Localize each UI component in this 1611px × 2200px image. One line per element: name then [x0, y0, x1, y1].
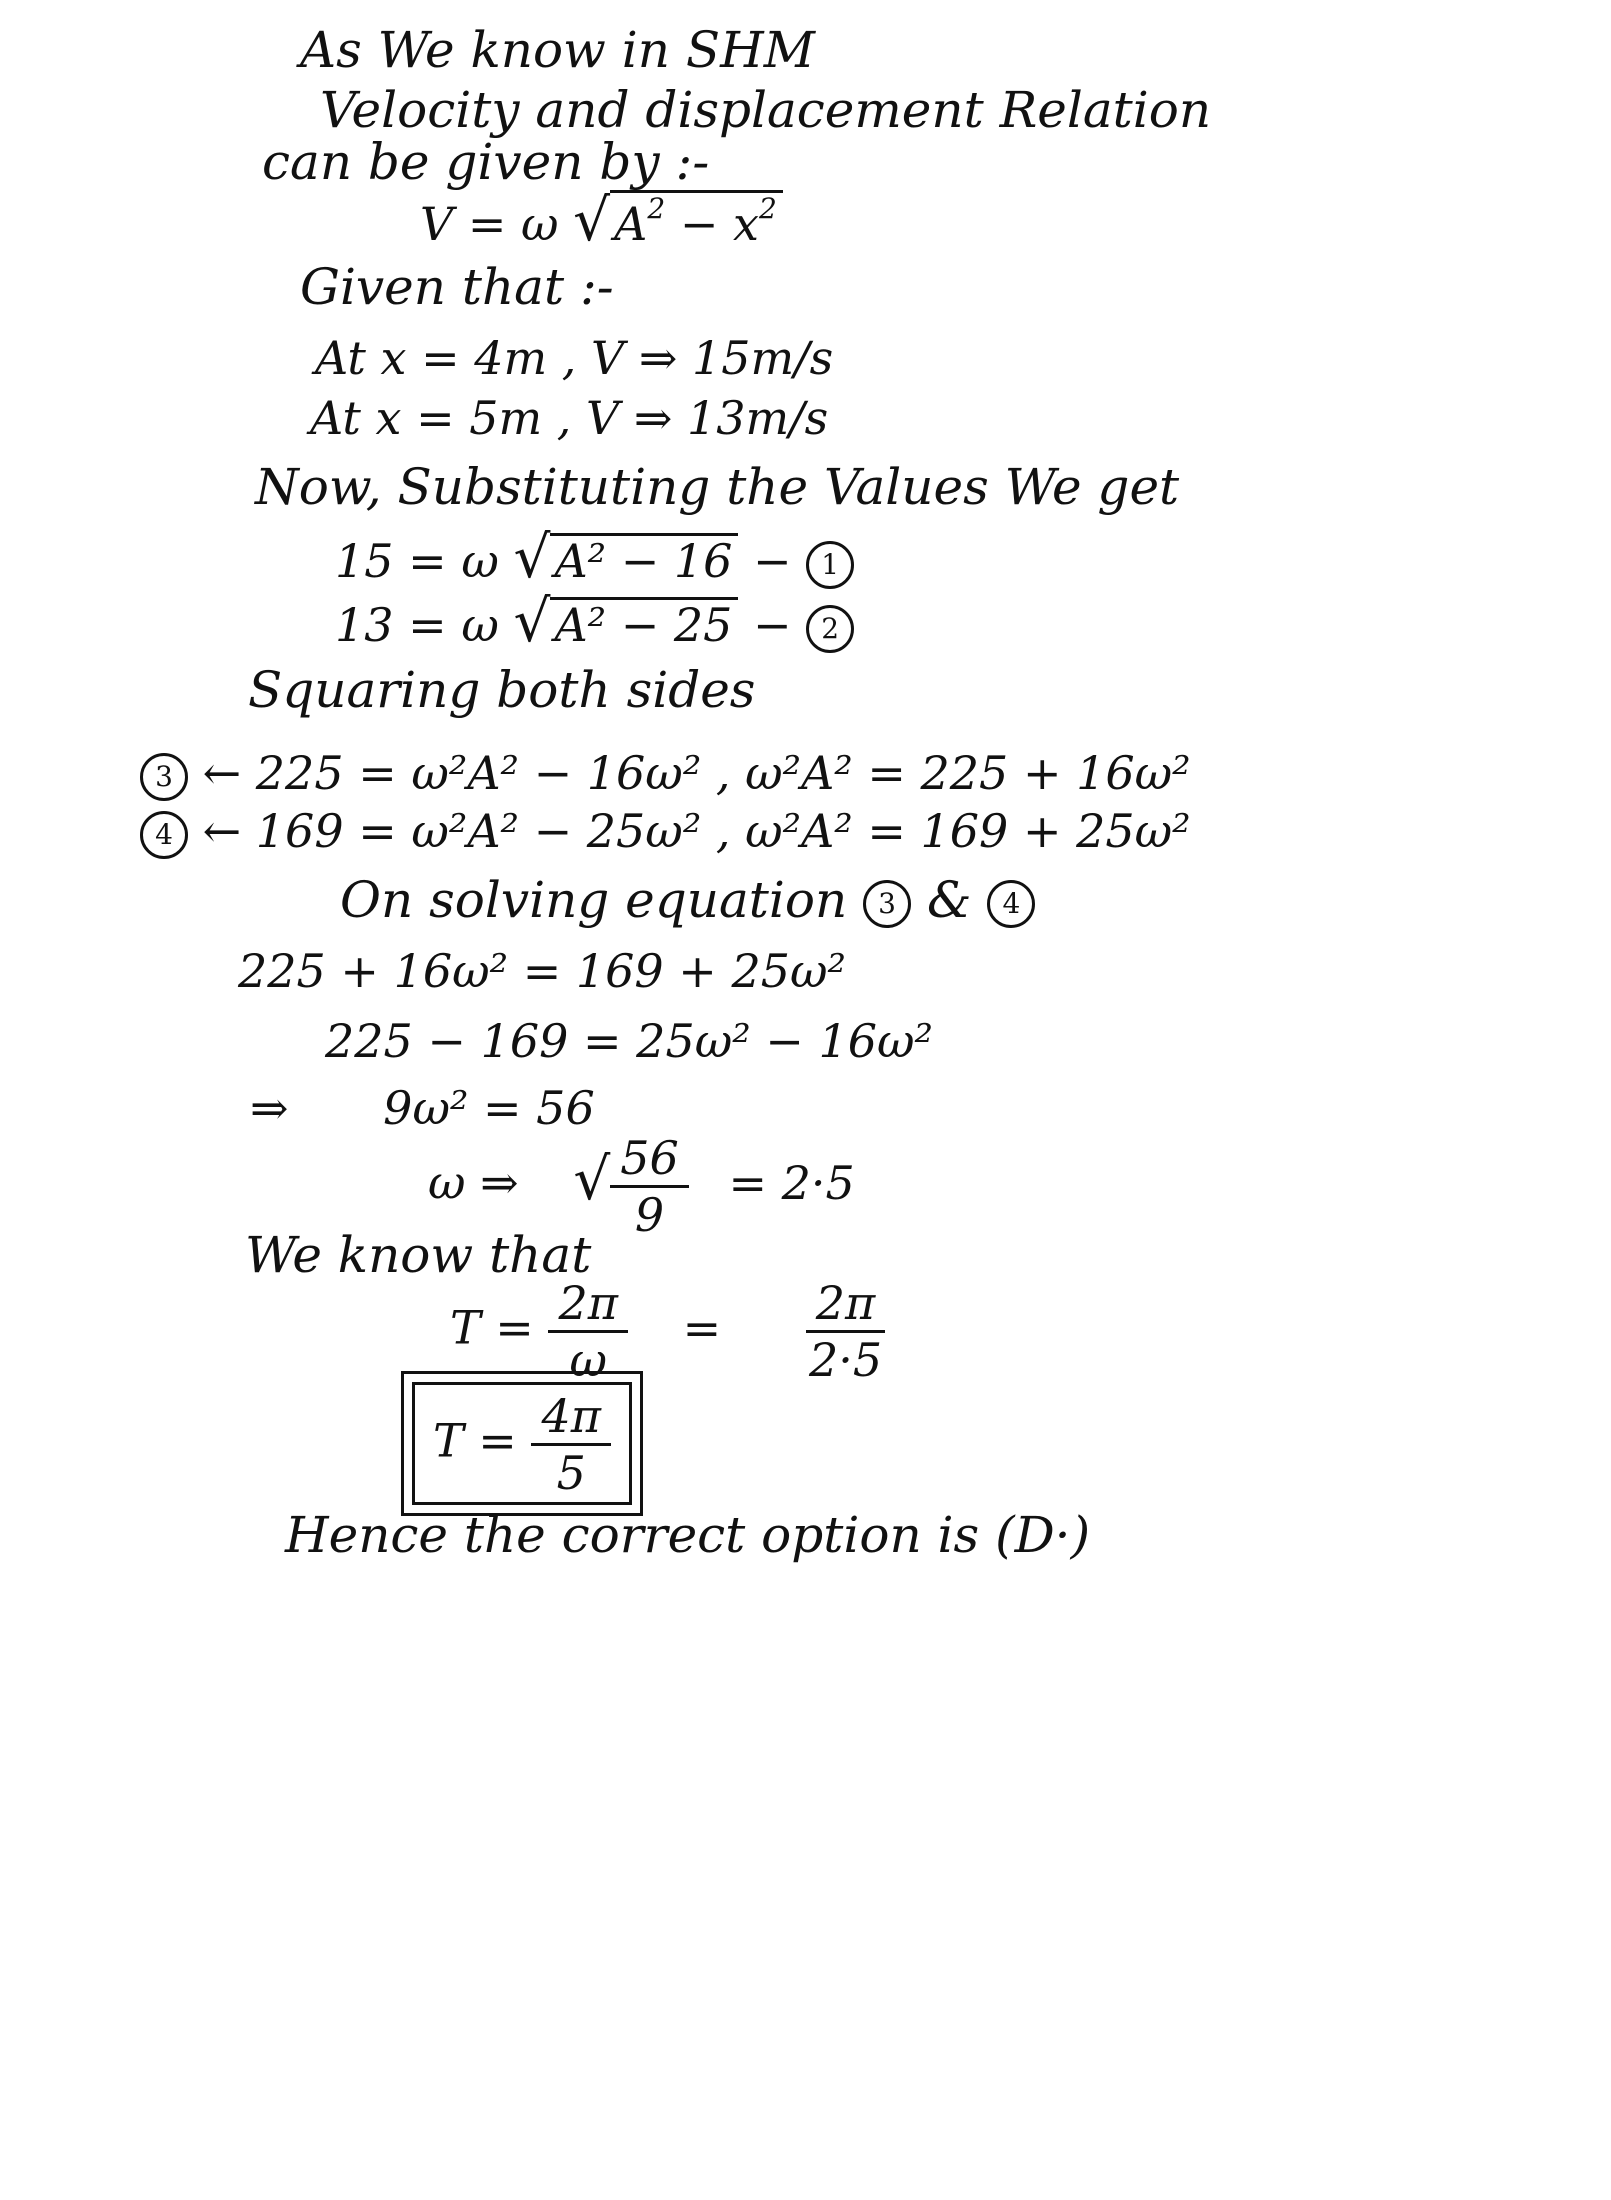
- given-case-2: At x = 5m , V ⇒ 13m/s: [310, 391, 829, 445]
- eq3-text: ← 225 = ω²A² − 16ω² , ω²A² = 225 + 16ω²: [202, 746, 1191, 800]
- eq1-radicand: A² − 16: [550, 533, 738, 584]
- intro-line-3: can be given by :-: [262, 133, 710, 191]
- conclusion: Hence the correct option is (D·): [285, 1506, 1091, 1564]
- eq2-lhs: 13 = ω: [335, 598, 499, 652]
- intro-line-1: As We know in SHM: [300, 21, 815, 79]
- solving-label: On solving equation: [340, 871, 848, 929]
- eq1-lhs: 15 = ω: [335, 534, 499, 588]
- formula-lhs: V =: [420, 197, 507, 251]
- sqrt-fraction: [610, 1131, 689, 1242]
- final-answer-box: [412, 1382, 632, 1505]
- eq3-tag: 3: [140, 753, 188, 801]
- solving-tag-3: 3: [863, 880, 911, 928]
- solve-step-3: [250, 1081, 595, 1135]
- formula-omega: ω: [521, 197, 559, 251]
- step3-text: 9ω² = 56: [383, 1081, 595, 1135]
- frac1-num: 2π: [548, 1280, 628, 1333]
- equation-1: 15 = ω √A² − 16 − 1: [335, 528, 854, 589]
- intro-line-2: Velocity and displacement Relation: [320, 81, 1212, 139]
- eq4-tag: 4: [140, 811, 188, 859]
- solving-tag-4: 4: [987, 880, 1035, 928]
- result-lhs: T =: [433, 1413, 517, 1468]
- formula-a: A: [614, 197, 648, 251]
- omega-lhs: ω ⇒: [428, 1155, 519, 1210]
- substitute-text: Now, Substituting the Values We get: [255, 458, 1180, 516]
- omega-result: [428, 1131, 855, 1242]
- sqrt-den: 9: [634, 1188, 665, 1242]
- shm-velocity-formula: [420, 186, 783, 254]
- formula-minus: −: [679, 197, 719, 251]
- frac2-den: 2·5: [808, 1333, 883, 1387]
- implies-icon: ⇒: [250, 1081, 289, 1135]
- eq4-text: ← 169 = ω²A² − 25ω² , ω²A² = 169 + 25ω²: [202, 804, 1191, 858]
- solving-text: [340, 871, 1035, 929]
- given-case-1: At x = 4m , V ⇒ 15m/s: [315, 331, 834, 385]
- solve-step-1: 225 + 16ω² = 169 + 25ω²: [238, 944, 846, 998]
- result-den: 5: [556, 1446, 586, 1500]
- frac2-num: 2π: [806, 1280, 886, 1333]
- period-formula: [450, 1276, 885, 1387]
- result-num: 4π: [531, 1393, 611, 1446]
- solve-step-2: 225 − 169 = 25ω² − 16ω²: [325, 1014, 933, 1068]
- equation-4: [140, 804, 1191, 859]
- squaring-text: Squaring both sides: [248, 661, 756, 719]
- period-fraction-2: [806, 1276, 886, 1387]
- omega-value: = 2·5: [728, 1155, 855, 1210]
- equation-3: [140, 746, 1191, 801]
- eq2-radicand: A² − 25: [550, 597, 738, 648]
- formula-x: x: [732, 197, 759, 251]
- formula-radicand: [610, 190, 783, 251]
- given-heading: Given that :-: [300, 258, 614, 316]
- period-eq: =: [682, 1300, 722, 1355]
- sqrt-icon: √: [573, 1144, 611, 1213]
- period-text: We know that: [245, 1226, 592, 1284]
- frac1-den: ω: [569, 1333, 607, 1387]
- eq2-tag: 2: [806, 605, 854, 653]
- sqrt-num: 56: [610, 1135, 689, 1188]
- formula-exp-x: 2: [758, 192, 777, 225]
- equation-2: 13 = ω √A² − 25 − 2: [335, 592, 854, 653]
- formula-exp-a: 2: [647, 192, 666, 225]
- sqrt-icon: √: [513, 587, 551, 655]
- result-fraction: [531, 1389, 611, 1500]
- sqrt-icon: √: [513, 523, 551, 591]
- solving-amp: &: [927, 871, 972, 929]
- period-fraction-1: [548, 1276, 628, 1387]
- period-lhs: T =: [450, 1300, 534, 1355]
- eq1-tag: 1: [806, 541, 854, 589]
- sqrt-icon: √: [573, 186, 611, 254]
